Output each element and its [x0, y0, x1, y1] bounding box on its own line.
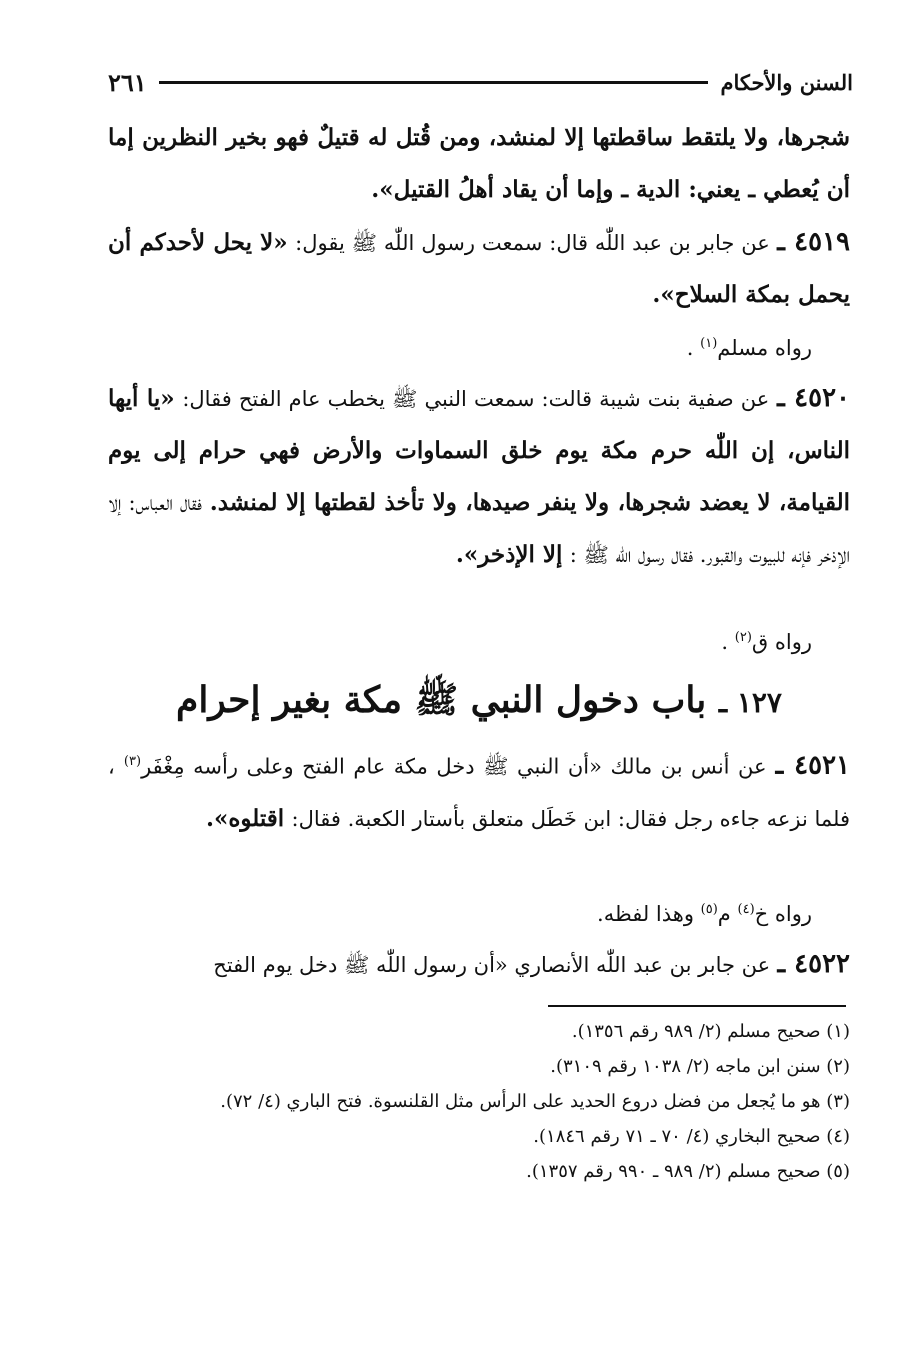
hadith-4519-source: رواه مسلم$^{(١)}$ . — [686, 336, 812, 360]
source-note: م — [717, 902, 731, 926]
chapter-number: ١٢٧ ـ — [718, 686, 782, 719]
hadith-number: ٤٥٢٠ ـ — [777, 383, 851, 413]
hadith-text: «يا أيها الناس، إن اللّٰه حرم مكة يوم خلق السماوات والأرض فهي حرام إلى يوم القيامة، لا يعضد شجرها، ولا ينفر صيدها، ولا تأخذ لقطتها إلا لمنشد. — [108, 385, 850, 516]
source-note: رواه مسلم — [717, 336, 812, 360]
footnote-ref: (٣) — [123, 754, 142, 769]
source-note: وهذا لفظه. — [597, 902, 694, 926]
hadith-text: عن جابر بن عبد اللّٰه الأنصاري «أن رسول اللّٰه ﷺ دخل يوم الفتح — [213, 953, 771, 977]
footnote-ref: (١) — [700, 336, 718, 351]
footnote-1: (١) صحيح مسلم (٢/ ٩٨٩ رقم ١٣٥٦). — [571, 1021, 850, 1042]
footnote-4: (٤) صحيح البخاري (٤/ ٧٠ ـ ٧١ رقم ١٨٤٦). — [533, 1126, 850, 1147]
footnote-3: (٣) هو ما يُجعل من فضل دروع الحديد على الرأس مثل القلنسوة. فتح الباري (٤/ ٧٢). — [220, 1091, 850, 1112]
chapter-title: باب دخول النبي ﷺ مكة بغير إحرام — [176, 679, 707, 721]
footnote-separator — [548, 1005, 846, 1007]
paragraph-continuation — [108, 112, 850, 216]
hadith-4520-source: رواه ق$^{(٢)}$ . — [721, 630, 812, 654]
page-header — [108, 62, 853, 102]
hadith-number: ٤٥١٩ ـ — [777, 227, 851, 257]
chapter-heading — [108, 672, 850, 731]
page-number: ٢٦١ — [108, 67, 147, 97]
hadith-number: ٤٥٢٢ ـ — [777, 949, 850, 979]
hadith-4519 — [108, 216, 850, 321]
hadith-text-end: إلا الإذخر». — [455, 541, 563, 568]
hadith-4521 — [108, 736, 850, 845]
hadith-text: شجرها، ولا يلتقط ساقطتها إلا لمنشد، ومن قُتل له قتيلٌ فهو بخير النظرين إما أن يُعطي ـ يعني: الدية ـ وإما أن يقاد أهلُ القتيل». — [108, 124, 850, 203]
footnote-2: (٢) سنن ابن ماجه (٢/ ١٠٣٨ رقم ٣١٠٩). — [550, 1056, 850, 1077]
hadith-4521-source — [108, 884, 850, 940]
footnote-ref: (٤) — [737, 902, 755, 917]
footnote-ref: (٢) — [734, 630, 752, 645]
source-note: رواه خ — [754, 902, 812, 926]
hadith-chain: عن جابر بن عبد اللّٰه قال: سمعت رسول اللّٰه ﷺ يقول: — [295, 231, 770, 255]
footnote-ref: (٥) — [700, 902, 718, 917]
footnotes — [108, 1014, 850, 1189]
hadith-dialogue: فقال العباس: إلا الإذخر فإنه للبيوت والقبور. فقال رسول اللّٰه ﷺ : — [108, 491, 850, 567]
source-note: رواه ق — [751, 630, 812, 654]
hadith-text: ، فلما نزعه جاءه رجل فقال: ابن خَطَل متعلق بأستار الكعبة. فقال: — [108, 754, 850, 831]
hadith-text: «لا يحل لأحدكم أن يحمل بمكة السلاح». — [108, 229, 850, 308]
running-title: السنن والأحكام — [720, 69, 853, 95]
hadith-4520 — [108, 372, 850, 581]
header-rule — [159, 81, 709, 84]
footnote-5: (٥) صحيح مسلم (٢/ ٩٨٩ ـ ٩٩٠ رقم ١٣٥٧). — [526, 1161, 850, 1182]
hadith-text: عن أنس بن مالك «أن النبي ﷺ دخل مكة عام الفتح وعلى رأسه مِغْفَر — [141, 754, 767, 779]
hadith-chain: عن صفية بنت شيبة قالت: سمعت النبي ﷺ يخطب عام الفتح فقال: — [182, 387, 770, 411]
hadith-text-end: اقتلوه». — [205, 804, 285, 832]
hadith-4522 — [108, 938, 850, 991]
hadith-number: ٤٥٢١ ـ — [775, 750, 851, 781]
